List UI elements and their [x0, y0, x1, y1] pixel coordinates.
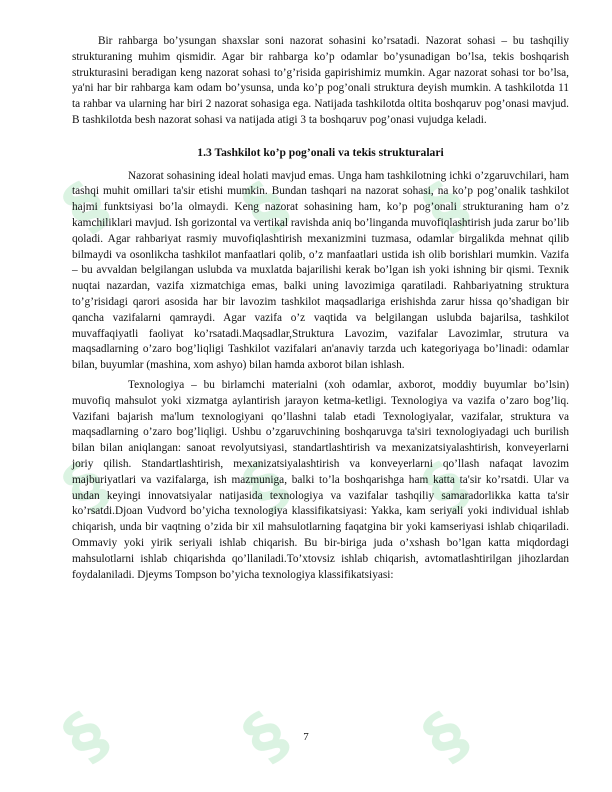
watermark-glyph: § [409, 448, 483, 526]
page-number: 7 [303, 731, 309, 743]
body-text [72, 34, 569, 583]
watermark-glyph: § [409, 698, 483, 776]
watermark-glyph: § [49, 698, 123, 776]
paragraph-technology: Texnologiya – bu birlamchi materialni (xoh odamlar, axborot, moddiy buyumlar bo’lsin) muvofiq mahsulot yoki xizmatga aylantirish jarayon ketma-ketligi. Texnologiya va vazifa o’zaro bog’liq. Vazifani bajarish ma'lum texnologiyani qo’llashni talab etadi Texnologiyalar, vazifalar, struktura va maqsadlarning o’zaro bog’liqligi. Ushbu o’zgaruvchining boshqaruvga ta'siri texnologiyadagi uch burilish bilan bilan aniqlangan: sanoat revolyutsiyasi, standartlashtirish va mexanizatsiyalashtirish, konveyerlarni joriy qilish. Standartlashtirish, mexanizatsiyalashtirish va konveyerlarni qo’llash nafaqat lavozim majburiyatlari va vazifalarga, ish mazmuniga, balki to’la boshqarishga ham katta ta'sir ko’rsatdi. Ular va undan keyingi innovatsiyalar natijasida texnologiya va vazifalar tashqiliy samaradorlikka katta ta'sir ko’rsatdi.Djoan Vudvord bo’yicha texnologiya klassifikatsiyasi: Yakka, kam seriyali yoki individual ishlab chiqarish, unda bir vaqtning o’zida bir xil mahsulotlarning faqatgina bir yoki kamseriyasi ishlab chiqariladi. Ommaviy yoki yirik seriyali ishlab chiqarish. Bu bir-biriga juda o’xshash bo’lgan katta miqdordagi mahsulotlarni ishlab chiqarishda qo’llaniladi.To’xtovsiz ishlab chiqarish, avtomatlashtirilgan jihozlardan foydalaniladi. Djeyms Tompson bo’yicha texnologiya klassifikatsiyasi: [72, 378, 569, 581]
paragraph-ideal-span: Nazorat sohasining ideal holati mavjud emas. Unga ham tashkilotning ichki o’zgaruvchilari, ham tashqi muhit omillari ta'sir etishi mumkin. Bundan tashqari na nazorat sohasi, na ko’p pog’onalik tashkilot hajmi funktsiyasi bo’la olmaydi. Keng nazorat sohasining ham, ko’p pog’onali strukturaning ham o’z kamchiliklari mavjud. Ish gorizontal va vertikal ravishda aniq bo’linganda muvofiqlashtirish juda zarur bo’lib qoladi. Agar rahbariyat rasmiy muvofiqlashtirish mexanizmini tuzmasa, odamlar birgalikda mehnat qilib bilmaydi va osonlikcha tashkilot manfaatlari qolib, o’z manfaatlari ustida ish olib borishlari mumkin. Vazifa – bu avvaldan belgilangan uslubda va muxlatda bajarilishi kerak bo’lgan ish yoki ishning bir qismi. Texnik nuqtai nazardan, vazifa xizmatchiga emas, balki uning lavozimiga qaratiladi. Rahbariyatning struktura to’g’risidagi qarori asosida har bir lavozim tashkilot maqsadlariga erishishda zarur hissa qo’shadigan bir qancha vazifalarni qamraydi. Agar vazifa o’z vaqtida va belgilangan uslubda bajarilsa, tashkilot muvaffaqiyatli faoliyat ko’rsatadi.Maqsadlar,Struktura Lavozim, vazifalar Lavozimlar, strutura va maqsadlarning o’zaro bog’liqligi Tashkilot vazifalari an'anaviy tarzda uch kategoriyaga bo’linadi: odamlar bilan, buyumlar (mashina, xom ashyo) bilan hamda axborot bilan ishlash. [72, 169, 569, 372]
paragraph-span-of-control: Bir rahbarga bo’ysungan shaxslar soni nazorat sohasini ko’rsatadi. Nazorat sohasi – bu tashqiliy strukturaning muhim qismidir. Agar bir rahbarga ko’p odamlar bo’ysunadigan bo’lsa, tekis boshqarish strukturasini beradigan keng nazorat sohasi to’g’risida gapirishimiz mumkin. Agar nazorat sohasi tor bo’lsa, ya'ni har bir rahbarga kam odam bo’ysunsa, unda ko’p pog’onali struktura deyish mumkin. A tashkilotda 11 ta rahbar va ularning har biri 2 nazorat sohasiga ega. Natijada tashkilotda oltita boshqaruv pog’onasi mavjud. B tashkilotda besh nazorat sohasi va natijada atigi 3 ta boshqaruv pog’onasi vujudga keladi. [72, 35, 569, 126]
watermark-glyph: § [229, 698, 303, 776]
watermark-glyph: § [49, 168, 123, 246]
watermark-glyph: § [409, 168, 483, 246]
watermark-glyph: § [229, 168, 303, 246]
section-heading: 1.3 Tashkilot ko’p pog’onali va tekis strukturalari [197, 145, 444, 159]
watermark-glyph: § [49, 448, 123, 526]
watermark-glyph: § [229, 448, 303, 526]
